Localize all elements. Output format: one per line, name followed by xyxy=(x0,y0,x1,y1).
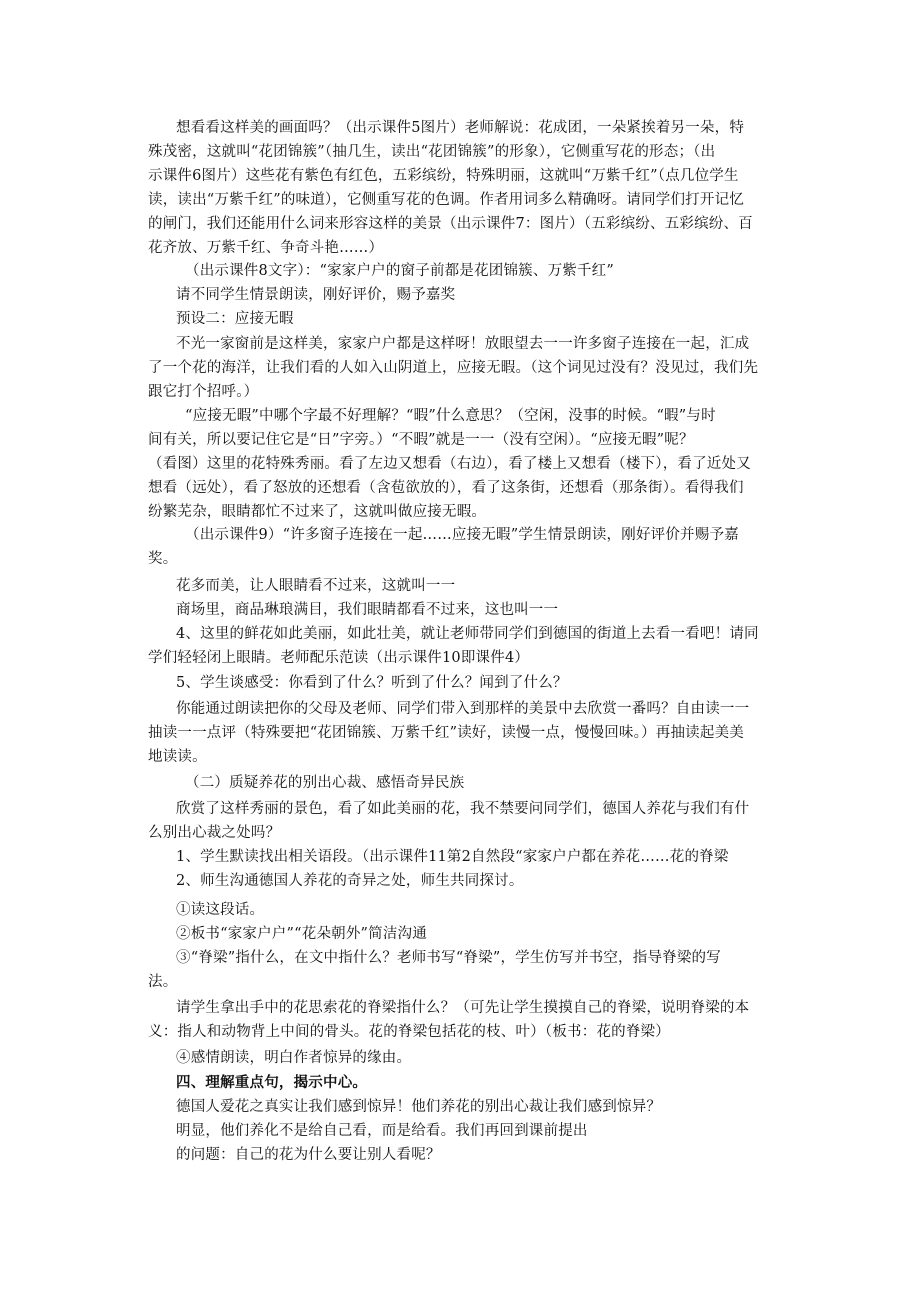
text-line: （出示课件9）“许多窗子连接在一起……应接无暇”学生情景朗读，刚好评价并赐予嘉 xyxy=(185,527,739,543)
text-line: 纷繁芜杂，眼睛都忙不过来了，这就叫做应接无暇。 xyxy=(148,504,487,520)
text-line: 不光一家窗前是这样美，家家户户都是这样呀！放眼望去一一许多窗子连接在一起，汇成 xyxy=(176,336,750,352)
text-line: 的闸门，我们还能用什么词来形容这样的美景（出示课件7：图片）（五彩缤纷、五彩缤纷、百 xyxy=(148,216,753,232)
text-line: 抽读一一点评（特殊要把“花团锦簇、万紫千红”读好，读慢一点，慢慢回味。）再抽读起美美 xyxy=(148,725,744,741)
text-line: 4、这里的鲜花如此美丽，如此壮美，就让老师带同学们到德国的街道上去看一看吧！请同 xyxy=(176,626,759,642)
text-line: 义：指人和动物背上中间的骨头。花的脊梁包括花的枝、叶）（板书：花的脊梁） xyxy=(148,1024,670,1040)
text-line: 奖。 xyxy=(148,551,178,567)
text-line: ②板书“家家户户”“花朵朝外”简洁沟通 xyxy=(176,926,427,942)
text-line: 法。 xyxy=(148,974,178,990)
text-line: 预设二：应接无暇 xyxy=(176,311,294,327)
text-line: 1、学生默读找出相关语段。（出示课件11第2自然段“家家户户都在养花……花的脊梁 xyxy=(176,849,729,865)
text-line: 学们轻轻闭上眼睛。老师配乐范读（出示课件10即课件4） xyxy=(148,650,530,666)
text-line: 读，读出“万紫千红”的味道），它侧重写花的色调。作者用词多么精确呀。请同学们打开记忆 xyxy=(148,192,744,208)
text-line: 么别出心裁之处吗？ xyxy=(148,825,281,841)
text-line: 德国人爱花之真实让我们感到惊异！他们养花的别出心裁让我们感到惊异？ xyxy=(176,1099,662,1115)
text-line: （看图）这里的花特殊秀丽。看了左边又想看（右边），看了楼上又想看（楼下），看了近处又 xyxy=(148,456,751,472)
text-line: 花齐放、万紫千红、争奇斗艳……） xyxy=(148,240,384,256)
text-line: 殊茂密，这就叫“花团锦簇”（抽几生，读出“花团锦簇”的形象），它侧重写花的形态；（出 xyxy=(148,144,716,160)
text-line: （出示课件8文字）：“家家户户的窗子前都是花团锦簇、万紫千红” xyxy=(185,263,614,279)
text-line: 了一个花的海洋，让我们看的人如入山阴道上，应接无暇。（这个词见过没有？没见过，我们先 xyxy=(148,360,759,376)
text-line: 的问题：自己的花为什么要让别人看呢？ xyxy=(176,1147,441,1163)
text-line: 跟它打个招呼。） xyxy=(148,384,259,400)
text-line: 2、师生沟通德国人养花的奇异之处，师生共同探讨。 xyxy=(176,873,524,889)
text-line: （二）质疑养花的别出心裁、感悟奇异民族 xyxy=(185,775,465,791)
text-line: ④感情朗读，明白作者惊异的缘由。 xyxy=(176,1050,412,1066)
text-line: 你能通过朗读把你的父母及老师、同学们带入到那样的美景中去欣赏一番吗？自由读一一 xyxy=(176,701,750,717)
text-line: 想看看这样美的画面吗？（出示课件5图片）老师解说：花成团，一朵紧挨着另一朵，特 xyxy=(176,120,745,136)
text-line: 花多而美，让人眼睛看不过来，这就叫一一 xyxy=(176,578,456,594)
text-line: 5、学生谈感受：你看到了什么？听到了什么？闻到了什么？ xyxy=(176,675,568,691)
text-line: 欣赏了这样秀丽的景色，看了如此美丽的花，我不禁要问同学们，德国人养花与我们有什 xyxy=(176,801,750,817)
text-line: 地读读。 xyxy=(148,749,207,765)
text-line: 请学生拿出手中的花思索花的脊梁指什么？（可先让学生摸摸自己的脊梁，说明脊梁的本 xyxy=(176,1000,750,1016)
text-line: 想看（远处），看了怒放的还想看（含苞欲放的），看了这条街，还想看（那条街）。看得我们 xyxy=(148,480,744,496)
text-line: 明显，他们养化不是给自己看，而是给看。我们再回到课前提出 xyxy=(176,1123,588,1139)
text-line: 请不同学生情景朗读，刚好评价，赐予嘉奖 xyxy=(176,287,456,303)
text-line: ①读这段话。 xyxy=(176,902,265,918)
text-line: “应接无暇”中哪个字最不好理解？“暇”什么意思？（空闲，没事的时候。“暇”与时 xyxy=(185,408,716,424)
section-heading: 四、理解重点句，揭示中心。 xyxy=(176,1074,368,1091)
text-line: 间有关，所以要记住它是“日”字旁。）“不暇”就是一一（没有空闲）。“应接无暇”呢？ xyxy=(148,432,694,448)
text-line: ③“脊梁”指什么，在文中指什么？老师书写“脊梁”，学生仿写并书空，指导脊梁的写 xyxy=(176,950,721,966)
text-line: 商场里，商品琳琅满目，我们眼睛都看不过来，这也叫一一 xyxy=(176,602,559,618)
text-line: 示课件6图片）这些花有紫色有红色，五彩缤纷，特殊明丽，这就叫“万紫千红”（点几位学生 xyxy=(148,168,739,184)
